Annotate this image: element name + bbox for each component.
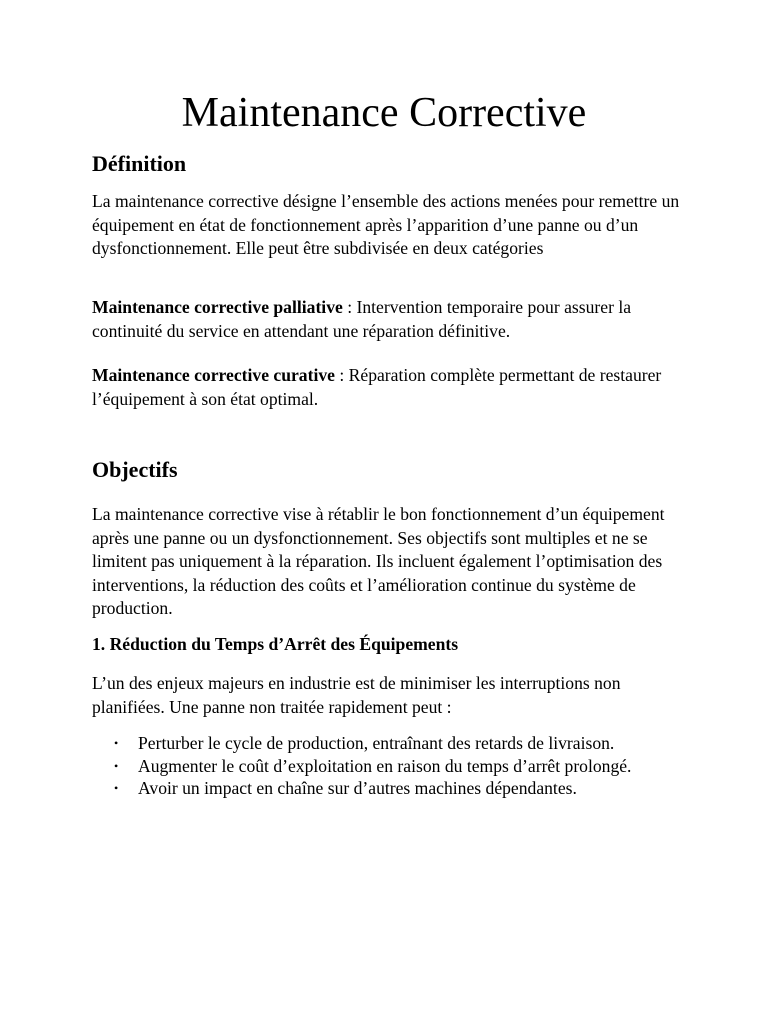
bullet-icon: • [114,758,119,773]
curative-term: Maintenance corrective curative [92,365,335,385]
section1-bullet-list [92,732,682,800]
section1-paragraph: L’un des enjeux majeurs en industrie est de minimiser les interruptions non planifiées. Une panne non traitée rapidement peut : [92,673,621,717]
definition-paragraph: La maintenance corrective désigne l’ensemble des actions menées pour remettre un équipement en état de fonctionnement après l’apparition d’une panne ou d’un dysfonctionnement. Elle peut être subdivisée en deux catégories [92,191,680,258]
bullet-icon: • [114,736,119,750]
bullet-icon: • [114,781,119,795]
list-item [92,755,682,778]
objectifs-paragraph: La maintenance corrective vise à rétablir le bon fonctionnement d’un équipement après une panne ou un dysfonctionnement. Ses objectifs sont multiples et ne se limitent pas uniquement à la réparation. Ils incluent également l’optimisation des interventions, la réduction des coûts et l’amélioration continue du système de production. [92,504,665,618]
list-item [92,777,682,800]
list-item [92,732,682,755]
list-item-text: Augmenter le coût d’exploitation en raison du temps d’arrêt prolongé. [138,755,632,776]
curative-paragraph [92,364,682,411]
palliative-text: : Intervention temporaire pour assurer la continuité du service en attendant une réparation définitive. [92,297,632,341]
section1-heading: 1. Réduction du Temps d’Arrêt des Équipements [92,634,459,654]
document-title: Maintenance Corrective [181,90,587,136]
definition-heading: Définition [92,151,187,176]
palliative-term: Maintenance corrective palliative [92,297,343,317]
list-item-text: Avoir un impact en chaîne sur d’autres machines dépendantes. [138,778,577,798]
curative-text: : Réparation complète permettant de restaurer l’équipement à son état optimal. [92,365,662,409]
list-item-text: Perturber le cycle de production, entraînant des retards de livraison. [138,733,615,753]
objectifs-heading: Objectifs [92,457,178,482]
palliative-paragraph [92,296,682,343]
